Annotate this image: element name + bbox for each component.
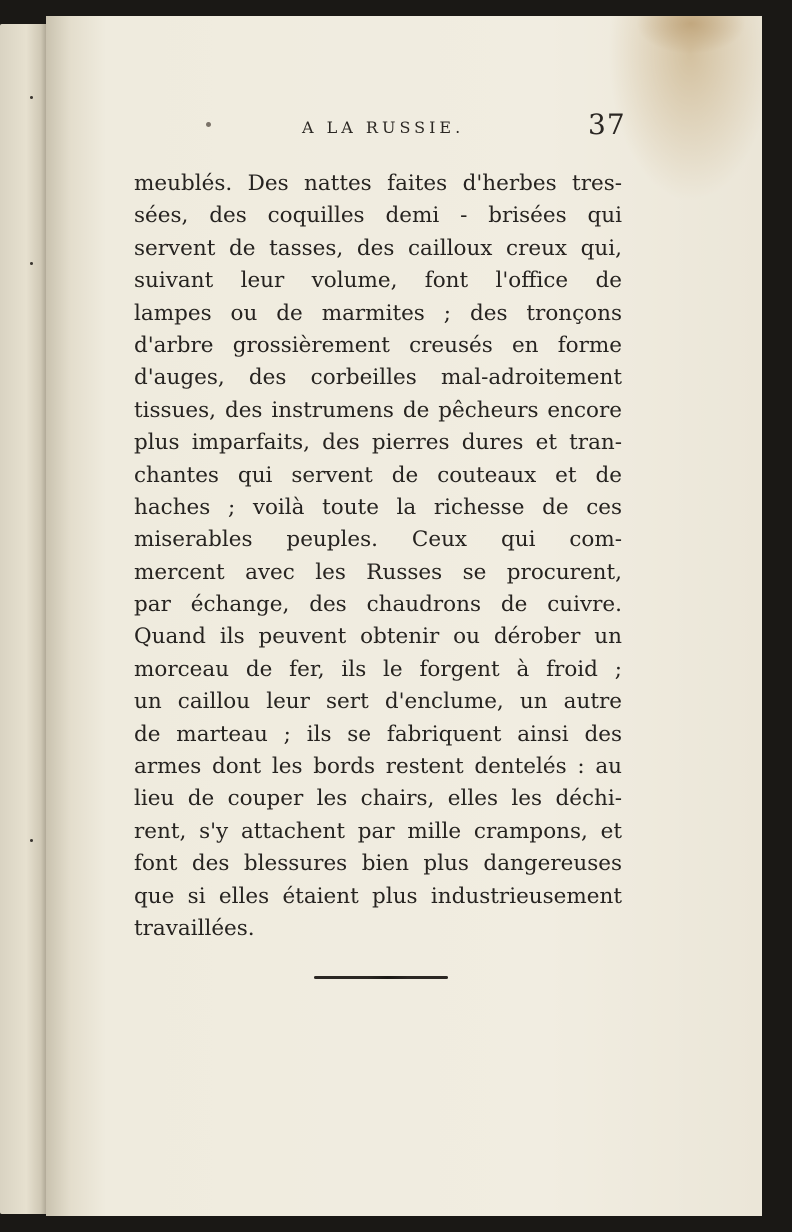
text-line: morceau de fer, ils le forgent à froid ; — [134, 656, 622, 682]
text-line: d'auges, des corbeilles mal-adroitement — [134, 365, 622, 391]
edge-speck — [30, 96, 33, 99]
text-line: armes dont les bords restent dentelés : au — [134, 754, 622, 780]
text-line: sées, des coquilles demi - brisées qui — [134, 203, 622, 229]
head-ornament-dot — [206, 122, 211, 127]
text-line: un caillou leur sert d'enclume, un autre — [134, 689, 622, 715]
text-line: lampes ou de marmites ; des tronçons — [134, 300, 622, 326]
text-line: lieu de couper les chairs, elles les déchi- — [134, 786, 622, 812]
text-line: meublés. Des nattes faites d'herbes tres- — [134, 171, 622, 196]
text-line: tissues, des instrumens de pêcheurs encore — [134, 397, 622, 423]
text-line: haches ; voilà toute la richesse de ces — [134, 494, 622, 520]
text-line: de marteau ; ils se fabriquent ainsi des — [134, 721, 622, 747]
text-line: plus imparfaits, des pierres dures et tran- — [134, 430, 622, 456]
text-line: miserables peuples. Ceux qui com- — [134, 527, 622, 553]
text-line: rent, s'y attachent par mille crampons, et — [134, 818, 622, 844]
book-page — [46, 16, 762, 1216]
running-head — [46, 108, 762, 148]
tail-rule-divider — [314, 976, 448, 979]
text-line: font des blessures bien plus dangereuses — [134, 851, 622, 877]
edge-speck — [30, 262, 33, 265]
text-line: chantes qui servent de couteaux et de — [134, 462, 622, 488]
page-number: 37 — [588, 108, 626, 141]
running-head-title: A LA RUSSIE. — [302, 118, 465, 137]
text-line: Quand ils peuvent obtenir ou dérober un — [134, 624, 622, 650]
body-text — [134, 168, 622, 945]
edge-speck — [30, 839, 33, 842]
text-line: que si elles étaient plus industrieusement — [134, 883, 622, 909]
text-line: par échange, des chaudrons de cuivre. — [134, 592, 622, 618]
text-line: servent de tasses, des cailloux creux qui, — [134, 235, 622, 261]
text-line: mercent avec les Russes se procurent, — [134, 559, 622, 585]
text-line: d'arbre grossièrement creusés en forme — [134, 332, 622, 358]
text-line-last: travaillées. — [134, 915, 255, 941]
paper-stain — [636, 16, 746, 54]
text-line: suivant leur volume, font l'office de — [134, 268, 622, 294]
facing-page-edge — [0, 24, 48, 1214]
